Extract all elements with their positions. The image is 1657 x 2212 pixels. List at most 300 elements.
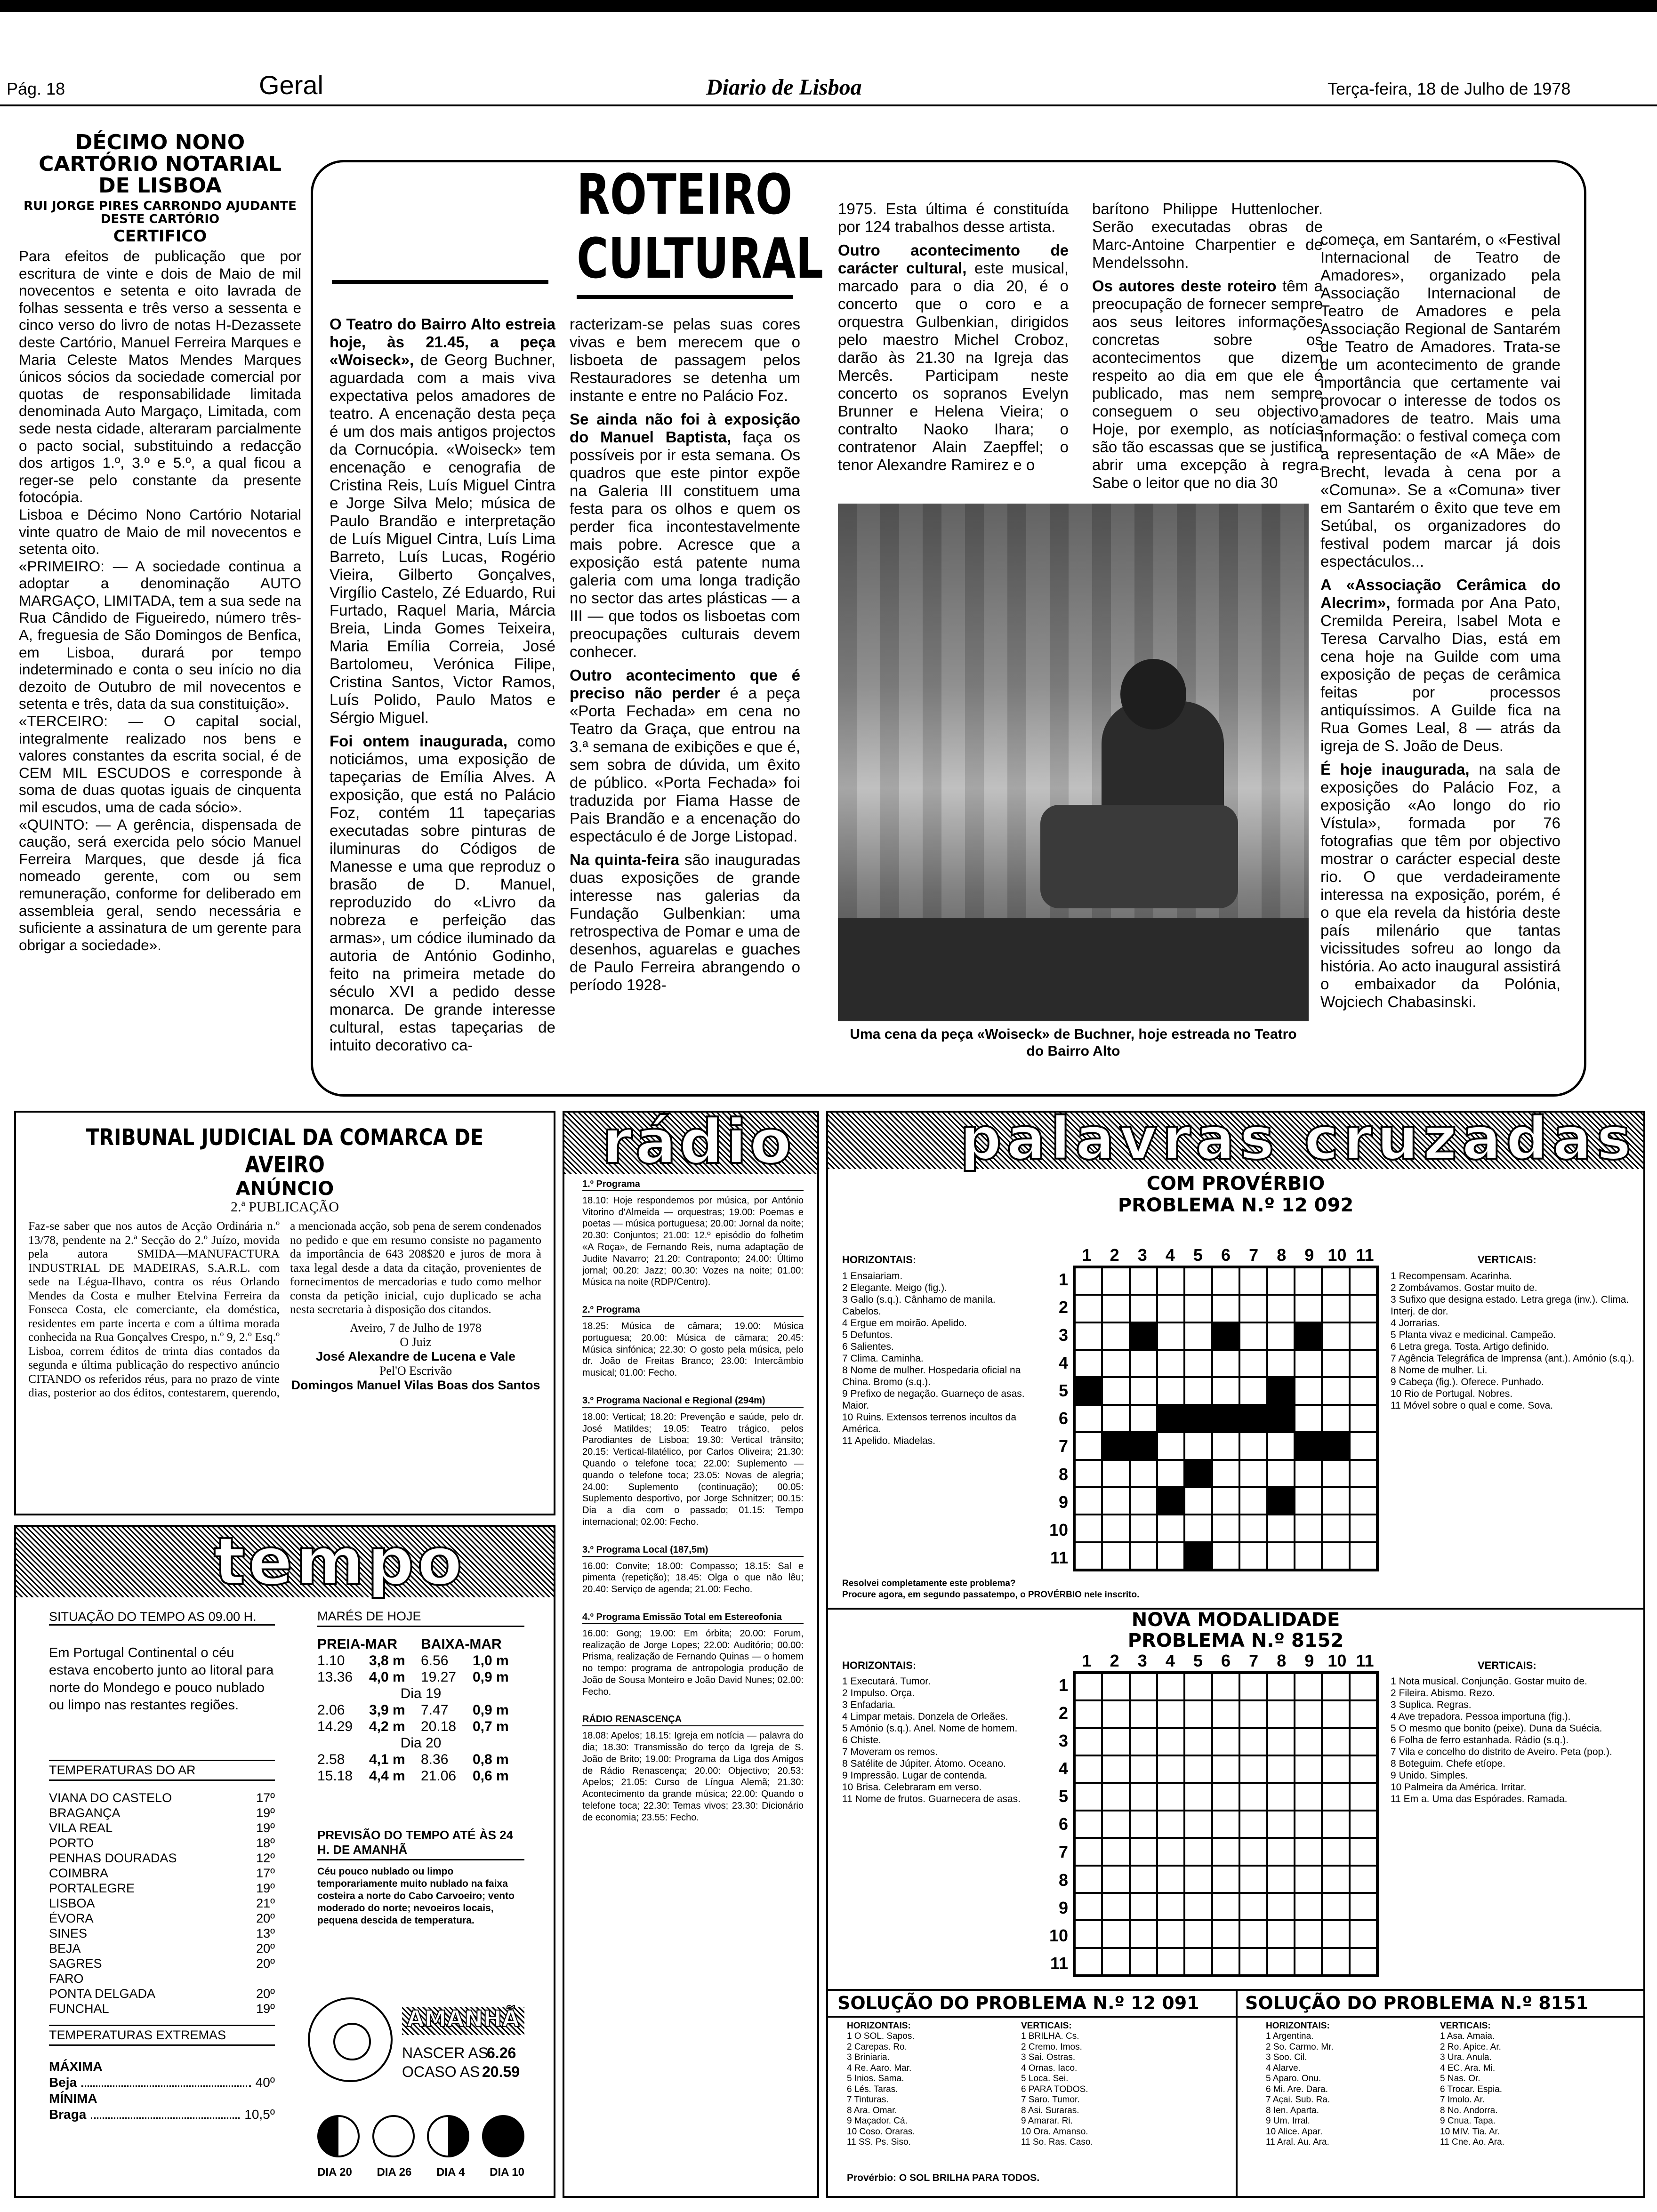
- crossword-cell[interactable]: [1239, 1838, 1267, 1865]
- crossword-cell[interactable]: [1075, 1893, 1102, 1920]
- crossword-cell[interactable]: [1075, 1487, 1102, 1515]
- crossword-cell[interactable]: [1322, 1322, 1349, 1350]
- crossword-cell[interactable]: [1184, 1515, 1212, 1542]
- crossword-cell[interactable]: [1212, 1948, 1239, 1975]
- crossword-cell[interactable]: [1267, 1948, 1295, 1975]
- temp-city: FARO: [49, 1972, 84, 1986]
- crossword-cell[interactable]: [1267, 1515, 1295, 1542]
- crossword-cell[interactable]: [1350, 1487, 1377, 1515]
- crossword-cell[interactable]: [1295, 1866, 1322, 1893]
- crossword-cell[interactable]: [1157, 1295, 1184, 1322]
- crossword-cell[interactable]: [1184, 1700, 1212, 1728]
- crossword-cell[interactable]: [1239, 1920, 1267, 1948]
- crossword-cell[interactable]: [1267, 1673, 1295, 1700]
- crossword-cell[interactable]: [1239, 1755, 1267, 1783]
- crossword-cell[interactable]: [1075, 1460, 1102, 1487]
- crossword-cell[interactable]: [1239, 1728, 1267, 1755]
- crossword-cell[interactable]: [1130, 1783, 1157, 1810]
- column-number: 5: [1193, 1245, 1203, 1265]
- crossword-cell[interactable]: [1267, 1350, 1295, 1377]
- crossword-cell[interactable]: [1130, 1542, 1157, 1570]
- crossword-cell[interactable]: [1130, 1673, 1157, 1700]
- clue: 7 Agência Telegráfica de Imprensa (ant.). Amónio (s.q.).: [1391, 1353, 1634, 1364]
- crossword-cell[interactable]: [1212, 1542, 1239, 1570]
- crossword-cell[interactable]: [1295, 1515, 1322, 1542]
- crossword-cell[interactable]: [1267, 1920, 1295, 1948]
- crossword-cell[interactable]: [1130, 1405, 1157, 1432]
- crossword-cell[interactable]: [1157, 1893, 1184, 1920]
- clue: 8 Nome de mulher. Li.: [1391, 1365, 1488, 1376]
- crossword-cell[interactable]: [1350, 1322, 1377, 1350]
- tide-cell: 8.36: [421, 1752, 449, 1767]
- crossword-grid-2[interactable]: [1073, 1671, 1379, 1977]
- crossword-cell[interactable]: [1212, 1755, 1239, 1783]
- crossword-cell[interactable]: [1239, 1350, 1267, 1377]
- crossword-cell[interactable]: [1130, 1920, 1157, 1948]
- notary-paragraph: «PRIMEIRO: — A sociedade continua a adoptar a denominação AUTO MARGAÇO, LIMITADA, tem a sua sede na Rua Cândido de Figueiredo, número três-A, freguesia de São Domingos de Benfica, em Lisboa, durará por tempo indeterminado e conta o seu início no dia dezoito de Outubro de mil novecentos e setenta e três, data da sua constituição».: [19, 557, 301, 713]
- crossword-cell[interactable]: [1212, 1487, 1239, 1515]
- crossword-cell[interactable]: [1322, 1542, 1349, 1570]
- crossword-cell[interactable]: [1157, 1322, 1184, 1350]
- crossword-cell[interactable]: [1130, 1893, 1157, 1920]
- tribunal-right-text: a mencionada acção, sob pena de serem condenados no pedido e que em resumo consiste no pagamento da importância de 643 208$20 e juros de mora à taxa legal desde a data da citação, provenientes de fornecimentos de mercadorias e tudo como melhor consta da petição inicial, cujo duplicado se acha nesta secretaria à disposição dos citandos.: [290, 1219, 541, 1316]
- crossword-cell[interactable]: [1075, 1783, 1102, 1810]
- clue: 8 Satélite de Júpiter. Átomo. Oceano.: [842, 1758, 1006, 1769]
- crossword-cell[interactable]: [1130, 1515, 1157, 1542]
- tide-cell: 4,4 m: [369, 1768, 405, 1784]
- article-text: são inauguradas duas exposições de grande interesse nas galerias da Fundação Gulbenkian: uma retrospectiva de Pomar e uma de desenhos, aguarelas e guaches de Paulo Ferreira abrangendo o período 1928-: [570, 851, 800, 994]
- crossword-grid-1[interactable]: [1073, 1266, 1379, 1571]
- crossword-cell[interactable]: [1212, 1893, 1239, 1920]
- crossword-cell[interactable]: [1075, 1542, 1102, 1570]
- crossword-cell[interactable]: [1075, 1295, 1102, 1322]
- tides-box: [317, 1609, 524, 1784]
- crossword-cell[interactable]: [1239, 1948, 1267, 1975]
- crossword-cell[interactable]: [1322, 1838, 1349, 1865]
- tides-title: MARÉS DE HOJE: [317, 1609, 524, 1627]
- crossword-cell[interactable]: [1295, 1673, 1322, 1700]
- crossword-cell[interactable]: [1075, 1838, 1102, 1865]
- tide-cell: 0,8 m: [473, 1752, 509, 1767]
- crossword-cell[interactable]: [1322, 1295, 1349, 1322]
- crossword-cell[interactable]: [1239, 1432, 1267, 1459]
- crossword-cell[interactable]: [1184, 1920, 1212, 1948]
- article-text: 1975. Esta última é constituída por 124 trabalhos desse artista.: [838, 200, 1069, 235]
- temp-city: PONTA DELGADA: [49, 1987, 156, 2001]
- crossword-cell[interactable]: [1295, 1487, 1322, 1515]
- crossword-cell[interactable]: [1322, 1920, 1349, 1948]
- crossword-cell[interactable]: [1075, 1866, 1102, 1893]
- clue: 11 Apelido. Miadelas.: [842, 1435, 936, 1446]
- crossword-cell[interactable]: [1267, 1811, 1295, 1838]
- clue: 2 Zombávamos. Gostar muito de.: [1391, 1282, 1537, 1293]
- roteiro-column-1: [330, 315, 555, 1060]
- crossword-cell[interactable]: [1350, 1866, 1377, 1893]
- crossword-cell[interactable]: [1267, 1893, 1295, 1920]
- crossword-cell[interactable]: [1322, 1267, 1349, 1295]
- crossword-cell[interactable]: [1239, 1377, 1267, 1404]
- proverb-answer: Provérbio: O SOL BRILHA PARA TODOS.: [847, 2172, 1040, 2183]
- solution-entry: 9 Um. Irral.: [1266, 2116, 1310, 2126]
- crossword-cell[interactable]: [1184, 1267, 1212, 1295]
- crossword-cell[interactable]: [1295, 1755, 1322, 1783]
- crossword-cell[interactable]: [1184, 1755, 1212, 1783]
- crossword-cell[interactable]: [1322, 1350, 1349, 1377]
- crossword-cell[interactable]: [1130, 1267, 1157, 1295]
- crossword-cell[interactable]: [1075, 1350, 1102, 1377]
- crossword-cell[interactable]: [1239, 1893, 1267, 1920]
- crossword-cell[interactable]: [1322, 1673, 1349, 1700]
- tide-cell: 6.56: [421, 1653, 449, 1668]
- crossword-cell[interactable]: [1102, 1322, 1129, 1350]
- crossword-cell[interactable]: [1322, 1405, 1349, 1432]
- crossword-cell[interactable]: [1102, 1460, 1129, 1487]
- crossword-cell[interactable]: [1267, 1460, 1295, 1487]
- crossword-cell[interactable]: [1102, 1728, 1129, 1755]
- new-moon-icon: [482, 2115, 524, 2157]
- crossword-cell[interactable]: [1267, 1866, 1295, 1893]
- crossword-cell[interactable]: [1212, 1866, 1239, 1893]
- notary-title: [19, 132, 301, 197]
- row-number: 10: [1049, 1925, 1068, 1945]
- crossword-cell[interactable]: [1075, 1920, 1102, 1948]
- crossword-cell[interactable]: [1157, 1866, 1184, 1893]
- crossword-cell[interactable]: [1212, 1377, 1239, 1404]
- moon-day: DIA 10: [490, 2166, 524, 2179]
- crossword-cell[interactable]: [1350, 1811, 1377, 1838]
- crossword-cell[interactable]: [1322, 1948, 1349, 1975]
- crossword-cell[interactable]: [1102, 1267, 1129, 1295]
- crossword-cell[interactable]: [1075, 1755, 1102, 1783]
- crossword-cell[interactable]: [1295, 1405, 1322, 1432]
- crossword-cell[interactable]: [1267, 1755, 1295, 1783]
- crossword-cell[interactable]: [1102, 1515, 1129, 1542]
- crossword-cell[interactable]: [1267, 1783, 1295, 1810]
- tribunal-anuncio: ANÚNCIO: [235, 1178, 334, 1200]
- crossword-cell[interactable]: [1322, 1700, 1349, 1728]
- tide-cell: 0,9 m: [473, 1702, 509, 1718]
- crossword-cell[interactable]: [1322, 1811, 1349, 1838]
- crossword-cell[interactable]: [1239, 1322, 1267, 1350]
- crossword-cell[interactable]: [1102, 1838, 1129, 1865]
- black-square: [1267, 1405, 1295, 1432]
- crossword-cell[interactable]: [1130, 1948, 1157, 1975]
- article-text: faça os possíveis por ir esta semana. Os quadros que este pintor expõe na Galeria III constituem uma festa para os olhos e quem os perder fica incontestavelmente mais pobre. Acresce que a exposição está patente numa galeria com uma longa tradição no sector das artes plásticas — a III — que todos os lisboetas com preocupações culturais devem conhecer.: [570, 428, 800, 660]
- crossword-cell[interactable]: [1130, 1295, 1157, 1322]
- crossword-cell[interactable]: [1295, 1377, 1322, 1404]
- crossword-cell[interactable]: [1102, 1673, 1129, 1700]
- weather-banner-title: tempo: [214, 1523, 466, 1600]
- crossword-cell[interactable]: [1212, 1673, 1239, 1700]
- crossword-cell[interactable]: [1239, 1673, 1267, 1700]
- clue: 7 Clima. Caminha.: [842, 1353, 924, 1364]
- crossword-cell[interactable]: [1157, 1377, 1184, 1404]
- tide-cell: 4,1 m: [369, 1752, 405, 1767]
- p1-verticais-label: VERTICAIS:: [1478, 1254, 1536, 1266]
- crossword-cell[interactable]: [1350, 1515, 1377, 1542]
- crossword-cell[interactable]: [1295, 1811, 1322, 1838]
- p2-horizontais-label: HORIZONTAIS:: [842, 1659, 917, 1671]
- crossword-cell[interactable]: [1350, 1673, 1377, 1700]
- crossword-cell[interactable]: [1267, 1700, 1295, 1728]
- crossword-cell[interactable]: [1102, 1700, 1129, 1728]
- crossword-cell[interactable]: [1212, 1267, 1239, 1295]
- crossword-cell[interactable]: [1322, 1487, 1349, 1515]
- crossword-cell[interactable]: [1212, 1838, 1239, 1865]
- crossword-cell[interactable]: [1350, 1948, 1377, 1975]
- crossword-cell[interactable]: [1102, 1405, 1129, 1432]
- crossword-cell[interactable]: [1075, 1811, 1102, 1838]
- crossword-cell[interactable]: [1184, 1728, 1212, 1755]
- crossword-cell[interactable]: [1239, 1783, 1267, 1810]
- crossword-cell[interactable]: [1130, 1700, 1157, 1728]
- crossword-cell[interactable]: [1322, 1377, 1349, 1404]
- crossword-cell[interactable]: [1350, 1405, 1377, 1432]
- tribunal-title: TRIBUNAL JUDICIAL DA COMARCA DE AVEIRO: [86, 1124, 484, 1178]
- crossword-cell[interactable]: [1102, 1893, 1129, 1920]
- page-header: [0, 0, 1657, 118]
- crossword-cell[interactable]: [1350, 1728, 1377, 1755]
- crossword-cell[interactable]: [1102, 1866, 1129, 1893]
- sol1-horizontal: [847, 2031, 1007, 2148]
- crossword-cell[interactable]: [1295, 1783, 1322, 1810]
- crossword-cell[interactable]: [1130, 1866, 1157, 1893]
- tide-day: Dia 20: [400, 1735, 442, 1751]
- roteiro-column-5: [1320, 231, 1560, 1017]
- crossword-cell[interactable]: [1157, 1728, 1184, 1755]
- crossword-cell[interactable]: [1075, 1405, 1102, 1432]
- clue: 1 Recompensam. Acarinha.: [1391, 1271, 1512, 1282]
- crossword-cell[interactable]: [1212, 1783, 1239, 1810]
- crossword-cell[interactable]: [1157, 1542, 1184, 1570]
- row-number: 5: [1058, 1381, 1068, 1401]
- crossword-cell[interactable]: [1322, 1866, 1349, 1893]
- temp-row: [49, 1835, 275, 1851]
- crossword-cell[interactable]: [1322, 1893, 1349, 1920]
- crossword-cell[interactable]: [1075, 1515, 1102, 1542]
- crossword-cell[interactable]: [1212, 1811, 1239, 1838]
- clue: 5 O mesmo que bonito (peixe). Duna da Suécia.: [1391, 1723, 1602, 1734]
- crossword-cell[interactable]: [1130, 1350, 1157, 1377]
- crossword-cell[interactable]: [1102, 1377, 1129, 1404]
- crossword-cell[interactable]: [1295, 1893, 1322, 1920]
- article-text: têm a preocupação de fornecer sempre aos seus leitores informações concretas sobre os acontecimentos que dizem respeito ao dia em que ele é publicado, mas nem sempre conseguem o seu objectivo. Hoje, por exemplo, as notícias são tão escassas que se justifica abrir uma excepção à regra. Sabe o leitor que no dia 30: [1092, 277, 1323, 491]
- crossword-cell[interactable]: [1130, 1728, 1157, 1755]
- crossword-cell[interactable]: [1212, 1295, 1239, 1322]
- crossword-cell[interactable]: [1184, 1432, 1212, 1459]
- crossword-cell[interactable]: [1239, 1460, 1267, 1487]
- crossword-cell[interactable]: [1239, 1487, 1267, 1515]
- lead-in: Outro acontecimento de carácter cultural,: [838, 241, 1069, 277]
- crossword-cell[interactable]: [1267, 1267, 1295, 1295]
- crossword-cell[interactable]: [1184, 1838, 1212, 1865]
- crossword-cell[interactable]: [1157, 1838, 1184, 1865]
- crossword-cell[interactable]: [1350, 1700, 1377, 1728]
- solution-entry: 9 Cnua. Tapa.: [1440, 2116, 1496, 2126]
- crossword-cell[interactable]: [1157, 1755, 1184, 1783]
- notary-title-line: DÉCIMO NONO: [75, 130, 245, 154]
- crossword-cell[interactable]: [1267, 1295, 1295, 1322]
- crossword-cell[interactable]: [1295, 1700, 1322, 1728]
- crossword-cell[interactable]: [1295, 1948, 1322, 1975]
- crossword-cell[interactable]: [1267, 1728, 1295, 1755]
- clue: 9 Unido. Simples.: [1391, 1770, 1468, 1781]
- crossword-cell[interactable]: [1184, 1783, 1212, 1810]
- crossword-cell[interactable]: [1239, 1295, 1267, 1322]
- crossword-cell[interactable]: [1212, 1432, 1239, 1459]
- crossword-cell[interactable]: [1212, 1728, 1239, 1755]
- crossword-cell[interactable]: [1267, 1432, 1295, 1459]
- crossword-cell[interactable]: [1295, 1838, 1322, 1865]
- crossword-cell[interactable]: [1102, 1295, 1129, 1322]
- crossword-cell[interactable]: [1322, 1783, 1349, 1810]
- temp-value: 19º: [256, 2002, 275, 2016]
- black-square: [1130, 1432, 1157, 1459]
- crossword-cell[interactable]: [1075, 1322, 1102, 1350]
- crossword-cell[interactable]: [1239, 1811, 1267, 1838]
- crossword-cell[interactable]: [1075, 1948, 1102, 1975]
- black-square: [1212, 1322, 1239, 1350]
- crossword-cell[interactable]: [1267, 1542, 1295, 1570]
- crossword-cell[interactable]: [1102, 1542, 1129, 1570]
- crossword-cell[interactable]: [1157, 1460, 1184, 1487]
- crossword-cell[interactable]: [1350, 1783, 1377, 1810]
- crossword-cell[interactable]: [1239, 1267, 1267, 1295]
- temp-value: 21º: [256, 1896, 275, 1910]
- full-moon-icon: [372, 2115, 415, 2157]
- solution-entry: 4 Re. Aaro. Mar.: [847, 2063, 912, 2073]
- crossword-cell[interactable]: [1267, 1838, 1295, 1865]
- crossword-cell[interactable]: [1102, 1755, 1129, 1783]
- crossword-cell[interactable]: [1184, 1893, 1212, 1920]
- crossword-cell[interactable]: [1157, 1515, 1184, 1542]
- crossword-cell[interactable]: [1322, 1460, 1349, 1487]
- crossword-cell[interactable]: [1157, 1811, 1184, 1838]
- crossword-cell[interactable]: [1157, 1948, 1184, 1975]
- crossword-cell[interactable]: [1102, 1487, 1129, 1515]
- crossword-cell[interactable]: [1102, 1783, 1129, 1810]
- clue: 2 Impulso. Orça.: [842, 1688, 915, 1699]
- column-number: 10: [1327, 1245, 1347, 1265]
- crossword-cell[interactable]: [1239, 1542, 1267, 1570]
- crossword-cell[interactable]: [1157, 1783, 1184, 1810]
- crossword-cell[interactable]: [1350, 1350, 1377, 1377]
- crossword-cell[interactable]: [1157, 1432, 1184, 1459]
- crossword-cell[interactable]: [1212, 1920, 1239, 1948]
- crossword-cell[interactable]: [1350, 1460, 1377, 1487]
- clue: 11 Móvel sobre o qual e come. Sova.: [1391, 1400, 1553, 1411]
- radio-program-text: 18.00: Vertical; 18.20: Prevenção e saúde, pelo dr. José Matildes; 19.05: Teatro trágico, pelos Parodiantes de Lisboa; 19.30: Vertical trânsito; 20.15: Vertical-filatélico, por Carlos Oliveira; 21.30: Quando o telefone toca; 22.00: Suplemento — quando o telefone toca; 23.05: Novas de alegria; 24.00: Suplemento (continuação); 00.05: Suplemento desportivo, por Jorge Schnitzer; 00.15: Dia a dia com o passado; 01.15: Tempo internacional; 02.00: Fecho.: [582, 1411, 804, 1527]
- crossword-banner-title: palavras cruzadas: [960, 1105, 1636, 1173]
- crossword-cell[interactable]: [1184, 1295, 1212, 1322]
- crossword-cell[interactable]: [1130, 1377, 1157, 1404]
- crossword-cell[interactable]: [1130, 1811, 1157, 1838]
- crossword-cell[interactable]: [1350, 1542, 1377, 1570]
- crossword-cell[interactable]: [1350, 1838, 1377, 1865]
- crossword-cell[interactable]: [1350, 1377, 1377, 1404]
- crossword-cell[interactable]: [1130, 1838, 1157, 1865]
- crossword-cell[interactable]: [1350, 1295, 1377, 1322]
- crossword-cell[interactable]: [1130, 1755, 1157, 1783]
- crossword-cell[interactable]: [1130, 1460, 1157, 1487]
- crossword-cell[interactable]: [1295, 1295, 1322, 1322]
- crossword-cell[interactable]: [1350, 1267, 1377, 1295]
- clue: 4 Limpar metais. Donzela de Orleães.: [842, 1711, 1008, 1722]
- solution-entry: 10 Alice. Apar.: [1266, 2126, 1323, 2137]
- crossword-cell[interactable]: [1212, 1700, 1239, 1728]
- crossword-cell[interactable]: [1322, 1755, 1349, 1783]
- crossword-cell[interactable]: [1239, 1866, 1267, 1893]
- crossword-cell[interactable]: [1350, 1920, 1377, 1948]
- crossword-cell[interactable]: [1239, 1700, 1267, 1728]
- crossword-cell[interactable]: [1184, 1487, 1212, 1515]
- crossword-cell[interactable]: [1295, 1267, 1322, 1295]
- clue: 10 Rio de Portugal. Nobres.: [1391, 1388, 1513, 1399]
- notary-paragraph: Para efeitos de publicação que por escritura de vinte e dois de Maio de mil novecentos e setenta e oito lavrada de folhas sessenta e três verso a sessenta e cinco verso do livro de notas H-Dezassete deste Cartório, Manuel Ferreira Marques e Maria Celeste Matos Mendes Marques únicos sócios da sociedade comercial por quotas de responsabilidade limitada denominada Auto Margaço, Limitada, com sede nesta cidade, alteraram parcialmente o pacto social, substituindo a redacção dos artigos 1.º, 3.º e 5.º, a qual ficou a reger-se pelo constante da presente fotocópia.: [19, 248, 301, 506]
- clue: 5 Defuntos.: [842, 1330, 893, 1340]
- crossword-cell[interactable]: [1102, 1811, 1129, 1838]
- crossword-cell[interactable]: [1157, 1920, 1184, 1948]
- crossword-cell[interactable]: [1184, 1811, 1212, 1838]
- crossword-cell[interactable]: [1295, 1920, 1322, 1948]
- row-number: 2: [1058, 1298, 1068, 1317]
- row-number: 4: [1058, 1353, 1068, 1373]
- crossword-cell[interactable]: [1322, 1515, 1349, 1542]
- crossword-cell[interactable]: [1157, 1673, 1184, 1700]
- crossword-cell[interactable]: [1102, 1948, 1129, 1975]
- crossword-cell[interactable]: [1212, 1350, 1239, 1377]
- crossword-cell[interactable]: [1075, 1728, 1102, 1755]
- crossword-cell[interactable]: [1157, 1267, 1184, 1295]
- crossword-cell[interactable]: [1322, 1728, 1349, 1755]
- crossword-cell[interactable]: [1295, 1460, 1322, 1487]
- crossword-cell[interactable]: [1075, 1267, 1102, 1295]
- crossword-cell[interactable]: [1184, 1377, 1212, 1404]
- crossword-cell[interactable]: [1184, 1322, 1212, 1350]
- crossword-cell[interactable]: [1157, 1350, 1184, 1377]
- crossword-cell[interactable]: [1350, 1755, 1377, 1783]
- crossword-cell[interactable]: [1184, 1948, 1212, 1975]
- solution-entry: 6 Trocar. Espia.: [1440, 2084, 1503, 2094]
- crossword-cell[interactable]: [1184, 1673, 1212, 1700]
- radio-program: [582, 1611, 804, 1698]
- crossword-cell[interactable]: [1295, 1350, 1322, 1377]
- crossword-cell[interactable]: [1295, 1542, 1322, 1570]
- moon-days: [317, 2166, 524, 2179]
- crossword-cell[interactable]: [1102, 1350, 1129, 1377]
- crossword-cell[interactable]: [1130, 1487, 1157, 1515]
- crossword-cell[interactable]: [1075, 1700, 1102, 1728]
- crossword-cell[interactable]: [1212, 1460, 1239, 1487]
- tide-day: Dia 19: [400, 1686, 442, 1701]
- crossword-cell[interactable]: [1239, 1515, 1267, 1542]
- crossword-cell[interactable]: [1184, 1350, 1212, 1377]
- crossword-cell[interactable]: [1184, 1866, 1212, 1893]
- crossword-cell[interactable]: [1295, 1728, 1322, 1755]
- column-number: 1: [1082, 1651, 1092, 1670]
- crossword-cell[interactable]: [1102, 1920, 1129, 1948]
- radio-program: [582, 1395, 804, 1528]
- crossword-cell[interactable]: [1075, 1432, 1102, 1459]
- row-number: 10: [1049, 1520, 1068, 1539]
- crossword-cell[interactable]: [1267, 1322, 1295, 1350]
- crossword-cell[interactable]: [1157, 1700, 1184, 1728]
- crossword-cell[interactable]: [1350, 1893, 1377, 1920]
- crossword-cell[interactable]: [1075, 1673, 1102, 1700]
- row-number: 1: [1058, 1675, 1068, 1695]
- crossword-cell[interactable]: [1212, 1515, 1239, 1542]
- crossword-cell[interactable]: [1350, 1432, 1377, 1459]
